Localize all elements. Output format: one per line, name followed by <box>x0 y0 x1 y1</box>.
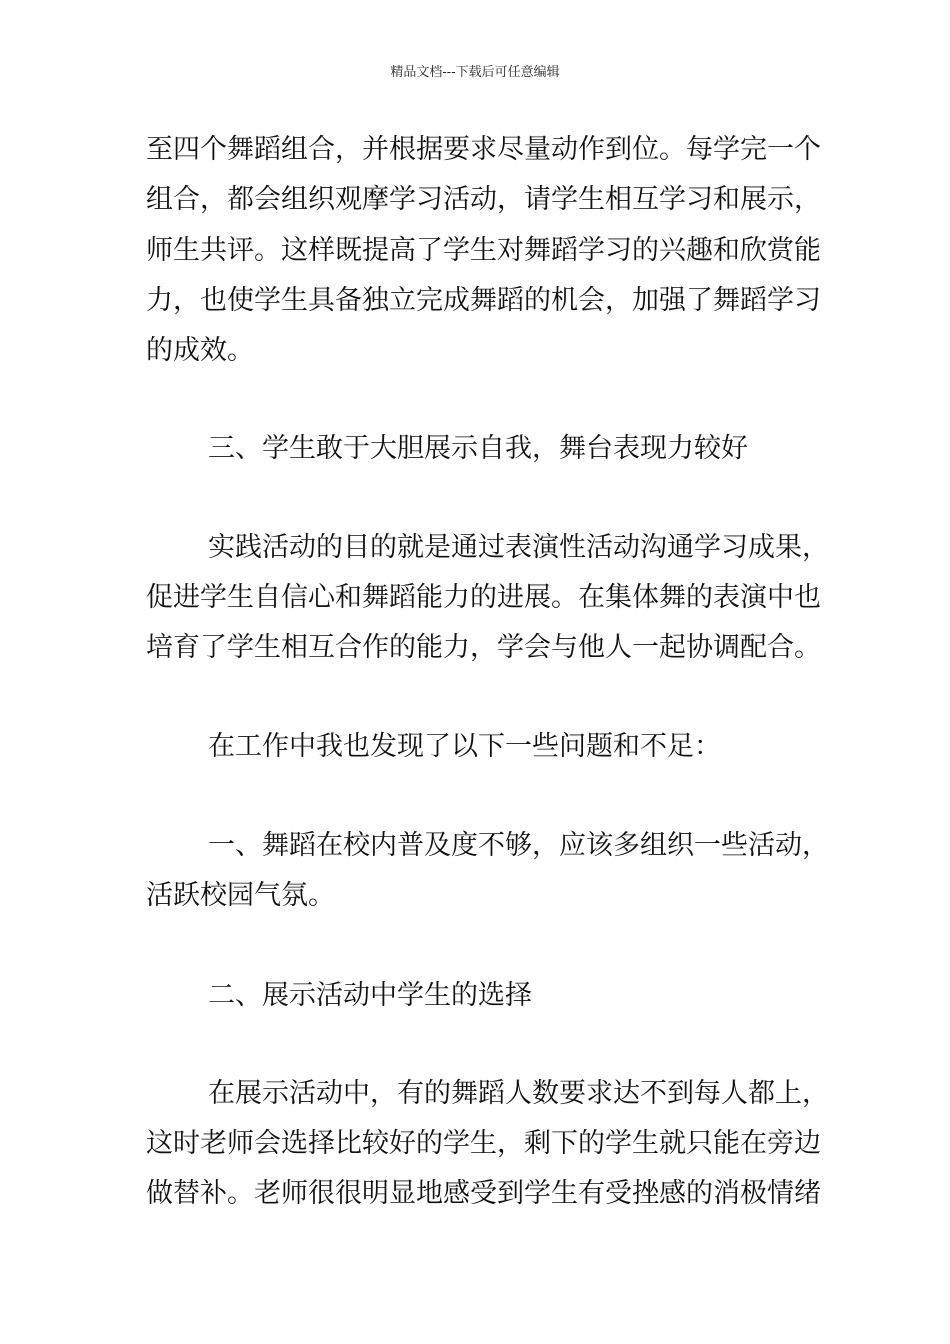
paragraph-line: 培育了学生相互合作的能力，学会与他人一起协调配合。 <box>146 632 821 663</box>
paragraph-line: 组合，都会组织观摩学习活动，请学生相互学习和展示， <box>146 184 821 215</box>
paragraph-line: 促进学生自信心和舞蹈能力的进展。在集体舞的表演中也 <box>146 582 821 613</box>
paragraph-line: 的成效。 <box>146 335 254 366</box>
section-heading: 二、展示活动中学生的选择 <box>208 980 532 1011</box>
paragraph-line: 做替补。老师很很明显地感受到学生有受挫感的消极情绪 <box>146 1178 821 1209</box>
paragraph-line: 至四个舞蹈组合，并根据要求尽量动作到位。每学完一个 <box>146 134 821 165</box>
paragraph-line: 在展示活动中，有的舞蹈人数要求达不到每人都上， <box>208 1078 829 1109</box>
paragraph-line: 实践活动的目的就是通过表演性活动沟通学习成果， <box>208 532 829 563</box>
paragraph-line: 这时老师会选择比较好的学生，剩下的学生就只能在旁边 <box>146 1128 821 1159</box>
page-header: 精品文档---下载后可任意编辑 <box>390 65 560 80</box>
paragraph-line: 师生共评。这样既提高了学生对舞蹈学习的兴趣和欣赏能 <box>146 235 821 266</box>
paragraph-line: 力，也使学生具备独立完成舞蹈的机会，加强了舞蹈学习 <box>146 285 821 316</box>
paragraph-line: 在工作中我也发现了以下一些问题和不足： <box>208 731 721 762</box>
section-heading: 三、学生敢于大胆展示自我，舞台表现力较好 <box>208 433 748 464</box>
paragraph-line: 活跃校园气氛。 <box>146 880 335 911</box>
list-item: 一、舞蹈在校内普及度不够，应该多组织一些活动， <box>208 830 829 861</box>
